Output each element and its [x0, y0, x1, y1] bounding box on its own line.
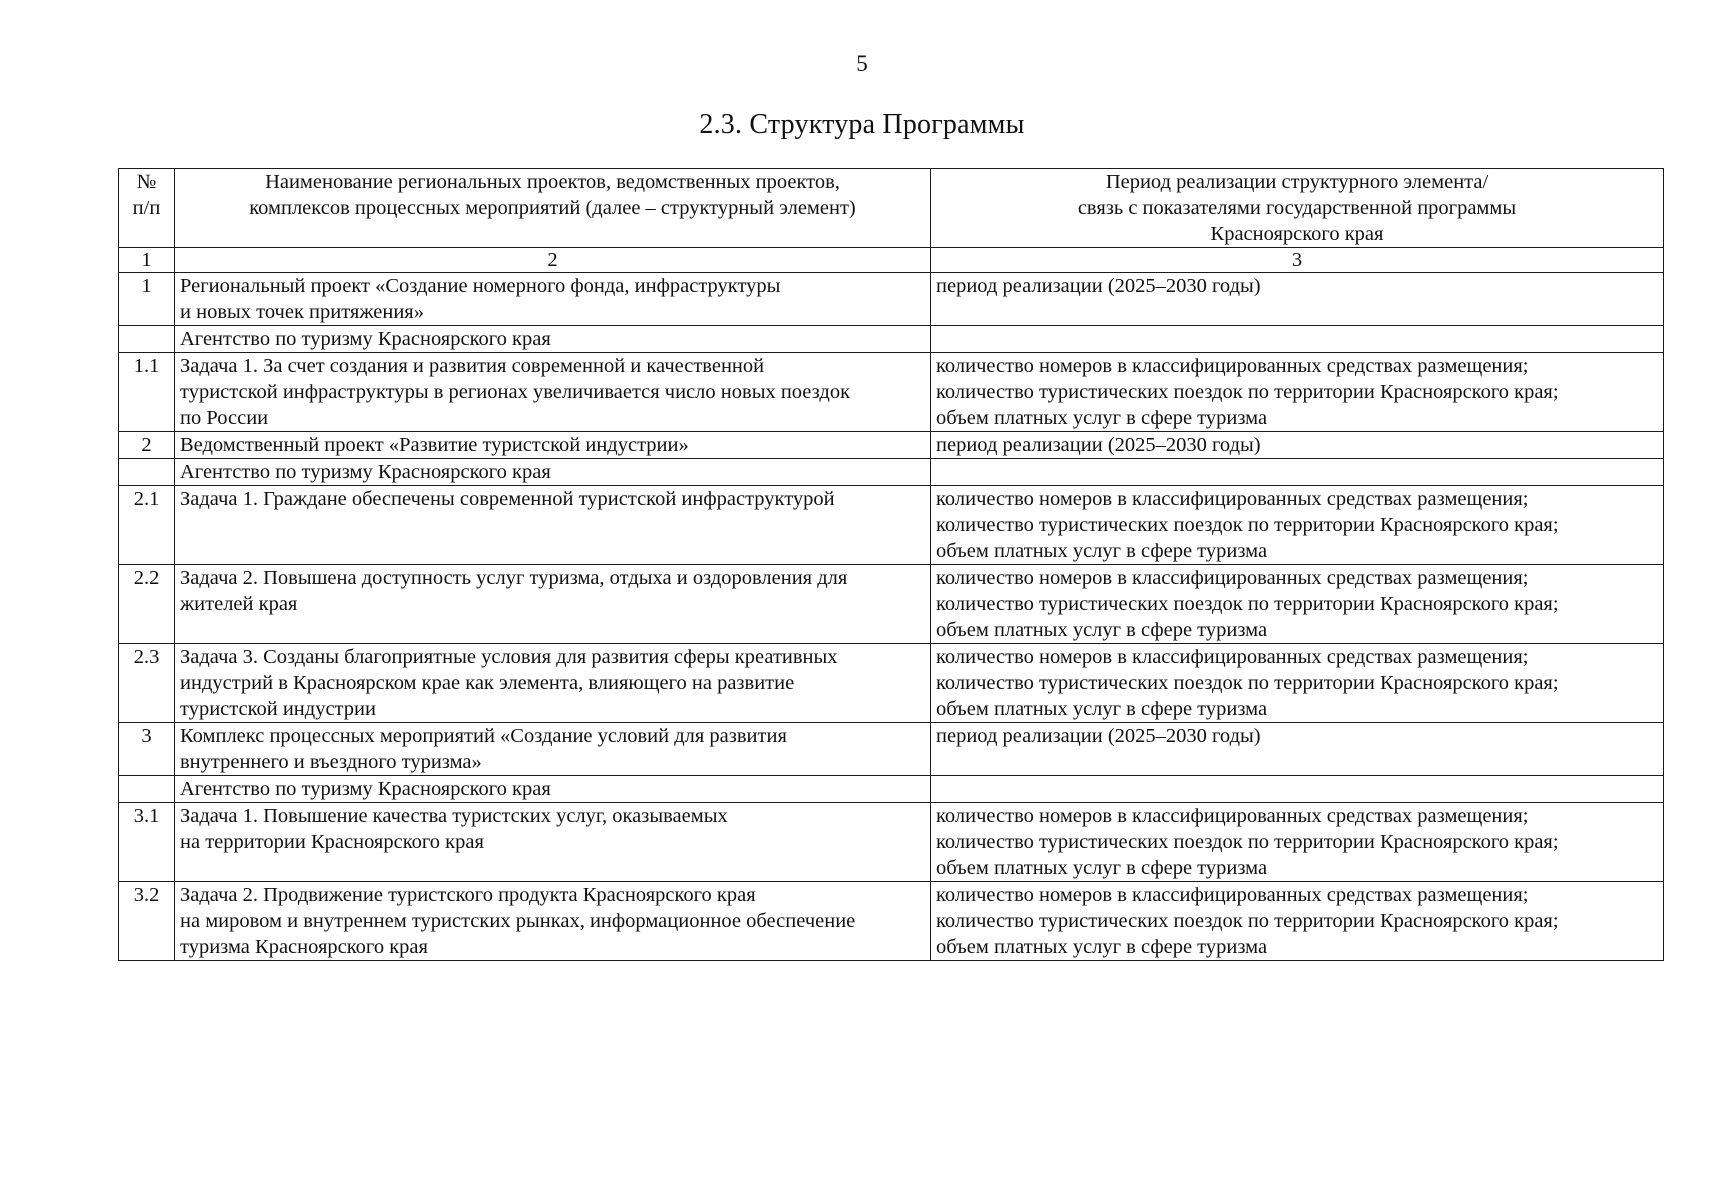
row-number: 2.3 [119, 644, 175, 723]
header-number: № п/п [119, 169, 175, 248]
header-period: Период реализации структурного элемента/ связь с показателями государственной программы Красноярского края [931, 169, 1664, 248]
row-element-name: Задача 1. Повышение качества туристских услуг, оказываемых на территории Красноярского края [175, 803, 931, 882]
row-number: 3.2 [119, 882, 175, 961]
table-row [119, 353, 1664, 432]
row-period [931, 776, 1664, 803]
program-structure-table [118, 168, 1664, 961]
table-row [119, 644, 1664, 723]
row-number: 3.1 [119, 803, 175, 882]
row-element-name: Ведомственный проект «Развитие туристской индустрии» [175, 432, 931, 459]
table-row [119, 326, 1664, 353]
row-period: количество номеров в классифицированных средствах размещения; количество туристических поездок по территории Красноярского края; объем платных услуг в сфере туризма [931, 882, 1664, 961]
row-element-name: Агентство по туризму Красноярского края [175, 776, 931, 803]
row-element-name: Комплекс процессных мероприятий «Создание условий для развития внутреннего и въездного туризма» [175, 723, 931, 776]
row-number: 1.1 [119, 353, 175, 432]
row-number [119, 459, 175, 486]
table-row [119, 882, 1664, 961]
table-row [119, 723, 1664, 776]
row-element-name: Задача 2. Повышена доступность услуг туризма, отдыха и оздоровления для жителей края [175, 565, 931, 644]
table-row [119, 565, 1664, 644]
row-number [119, 776, 175, 803]
table-row [119, 486, 1664, 565]
column-index: 1 [119, 248, 175, 273]
row-number [119, 326, 175, 353]
row-period: период реализации (2025–2030 годы) [931, 273, 1664, 326]
row-element-name: Агентство по туризму Красноярского края [175, 326, 931, 353]
column-index: 3 [931, 248, 1664, 273]
row-period: период реализации (2025–2030 годы) [931, 432, 1664, 459]
row-element-name: Задача 1. Граждане обеспечены современной туристской инфраструктурой [175, 486, 931, 565]
row-element-name: Агентство по туризму Красноярского края [175, 459, 931, 486]
table-row [119, 432, 1664, 459]
table-header-row [119, 169, 1664, 248]
column-index: 2 [175, 248, 931, 273]
row-period: количество номеров в классифицированных средствах размещения; количество туристических поездок по территории Красноярского края; объем платных услуг в сфере туризма [931, 565, 1664, 644]
row-period [931, 326, 1664, 353]
row-period: количество номеров в классифицированных средствах размещения; количество туристических поездок по территории Красноярского края; объем платных услуг в сфере туризма [931, 486, 1664, 565]
page-number: 5 [856, 51, 868, 76]
row-period: количество номеров в классифицированных средствах размещения; количество туристических поездок по территории Красноярского края; объем платных услуг в сфере туризма [931, 644, 1664, 723]
row-number: 2 [119, 432, 175, 459]
row-element-name: Задача 1. За счет создания и развития современной и качественной туристской инфраструктуры в регионах увеличивается число новых поездок по России [175, 353, 931, 432]
page-title: 2.3. Структура Программы [699, 109, 1025, 140]
table-row [119, 459, 1664, 486]
row-element-name: Региональный проект «Создание номерного фонда, инфраструктуры и новых точек притяжения» [175, 273, 931, 326]
row-period: количество номеров в классифицированных средствах размещения; количество туристических поездок по территории Красноярского края; объем платных услуг в сфере туризма [931, 803, 1664, 882]
header-element-name: Наименование региональных проектов, ведомственных проектов, комплексов процессных мероприятий (далее – структурный элемент) [175, 169, 931, 248]
row-number: 3 [119, 723, 175, 776]
table-row [119, 803, 1664, 882]
column-index-row [119, 248, 1664, 273]
table-row [119, 273, 1664, 326]
row-number: 1 [119, 273, 175, 326]
row-number: 2.2 [119, 565, 175, 644]
row-number: 2.1 [119, 486, 175, 565]
row-period [931, 459, 1664, 486]
row-period: количество номеров в классифицированных средствах размещения; количество туристических поездок по территории Красноярского края; объем платных услуг в сфере туризма [931, 353, 1664, 432]
row-element-name: Задача 3. Созданы благоприятные условия для развития сферы креативных индустрий в Красноярском крае как элемента, влияющего на развитие туристской индустрии [175, 644, 931, 723]
row-period: период реализации (2025–2030 годы) [931, 723, 1664, 776]
table-row [119, 776, 1664, 803]
row-element-name: Задача 2. Продвижение туристского продукта Красноярского края на мировом и внутреннем туристских рынках, информационное обеспечение туризма Красноярского края [175, 882, 931, 961]
